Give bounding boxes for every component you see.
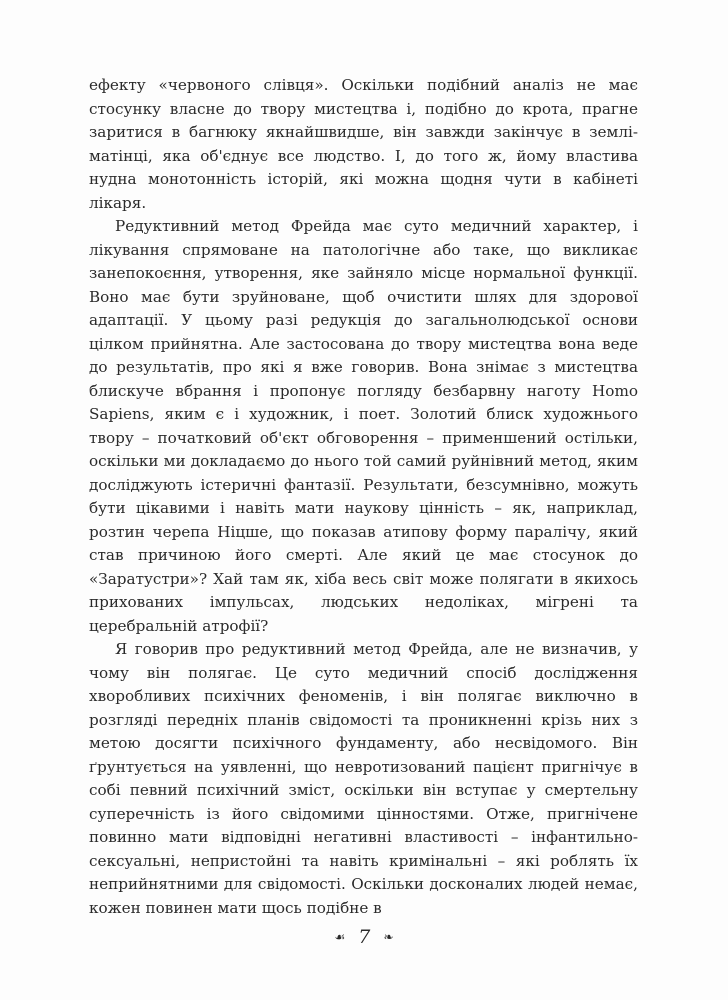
page-footer	[0, 926, 728, 948]
paragraph-method-definition: Я говорив про редуктивний метод Фрейда, але не визначив, у чому він полягає. Це суто медичний спосіб дослідження хворобливих психічних феноменів, і він полягає виключно в розгляді передніх планів свідомості та проникненні крізь них з метою досягти психічного фундаменту, або несвідомого. Він ґрунтується на уявленні, що невротизований пацієнт пригнічує в собі певний психічний зміст, оскільки він вступає у смертельну суперечність із його свідомими цінностями. Отже, пригнічене повинно мати відповідні негативні властивості – інфантильно-сексуальні, непристойні та навіть кримінальні – які роблять їх неприйнятними для свідомості. Оскільки досконалих людей немає, кожен повинен мати щось подібне в	[89, 640, 638, 917]
paragraph-reductive-method: Редуктивний метод Фрейда має суто медичний характер, і лікування спрямоване на патологічне або таке, що викликає занепокоєння, утворення, яке зайняло місце нормальної функції. Воно має бути зруйноване, щоб очистити шлях для здорової адаптації. У цьому разі редукція до загальнолюдської основи цілком прийнятна. Але застосована до твору мистецтва вона веде до результатів, про які я вже говорив. Вона знімає з мистецтва блискуче вбрання і пропонує погляду безбарвну наготу Homo Sapiens, яким є і художник, і поет. Золотий блиск художнього твору – початковий об'єкт обговорення – применшений остільки, оскільки ми докладаємо до нього той самий руйнівний метод, яким досліджують істеричні фантазії. Результати, безсумнівно, можуть бути цікавими і навіть мати наукову цінність – як, наприклад, розтин черепа Ніцше, що показав атипову форму паралічу, який став причиною його смерті. Але який це має стосунок до «Заратустри»? Хай там як, хіба весь світ може полягати в якихось прихованих імпульсах, людських недоліках, мігрені та церебральній атрофії?	[89, 217, 638, 635]
body-text	[89, 74, 638, 920]
ornament-left-icon: ☙	[334, 930, 346, 944]
paragraph-continued: ефекту «червоного слівця». Оскільки подібний аналіз не має стосунку власне до твору мистецтва і, подібно до крота, прагне заритися в багнюку якнайшвидше, він завжди закінчує в землі-матінці, яка об'єднує все людство. І, до того ж, йому властива нудна монотонність історій, які можна щодня чути в кабінеті лікаря.	[89, 76, 638, 212]
ornament-right-icon: ❧	[383, 930, 394, 944]
page-number: 7	[358, 926, 371, 948]
